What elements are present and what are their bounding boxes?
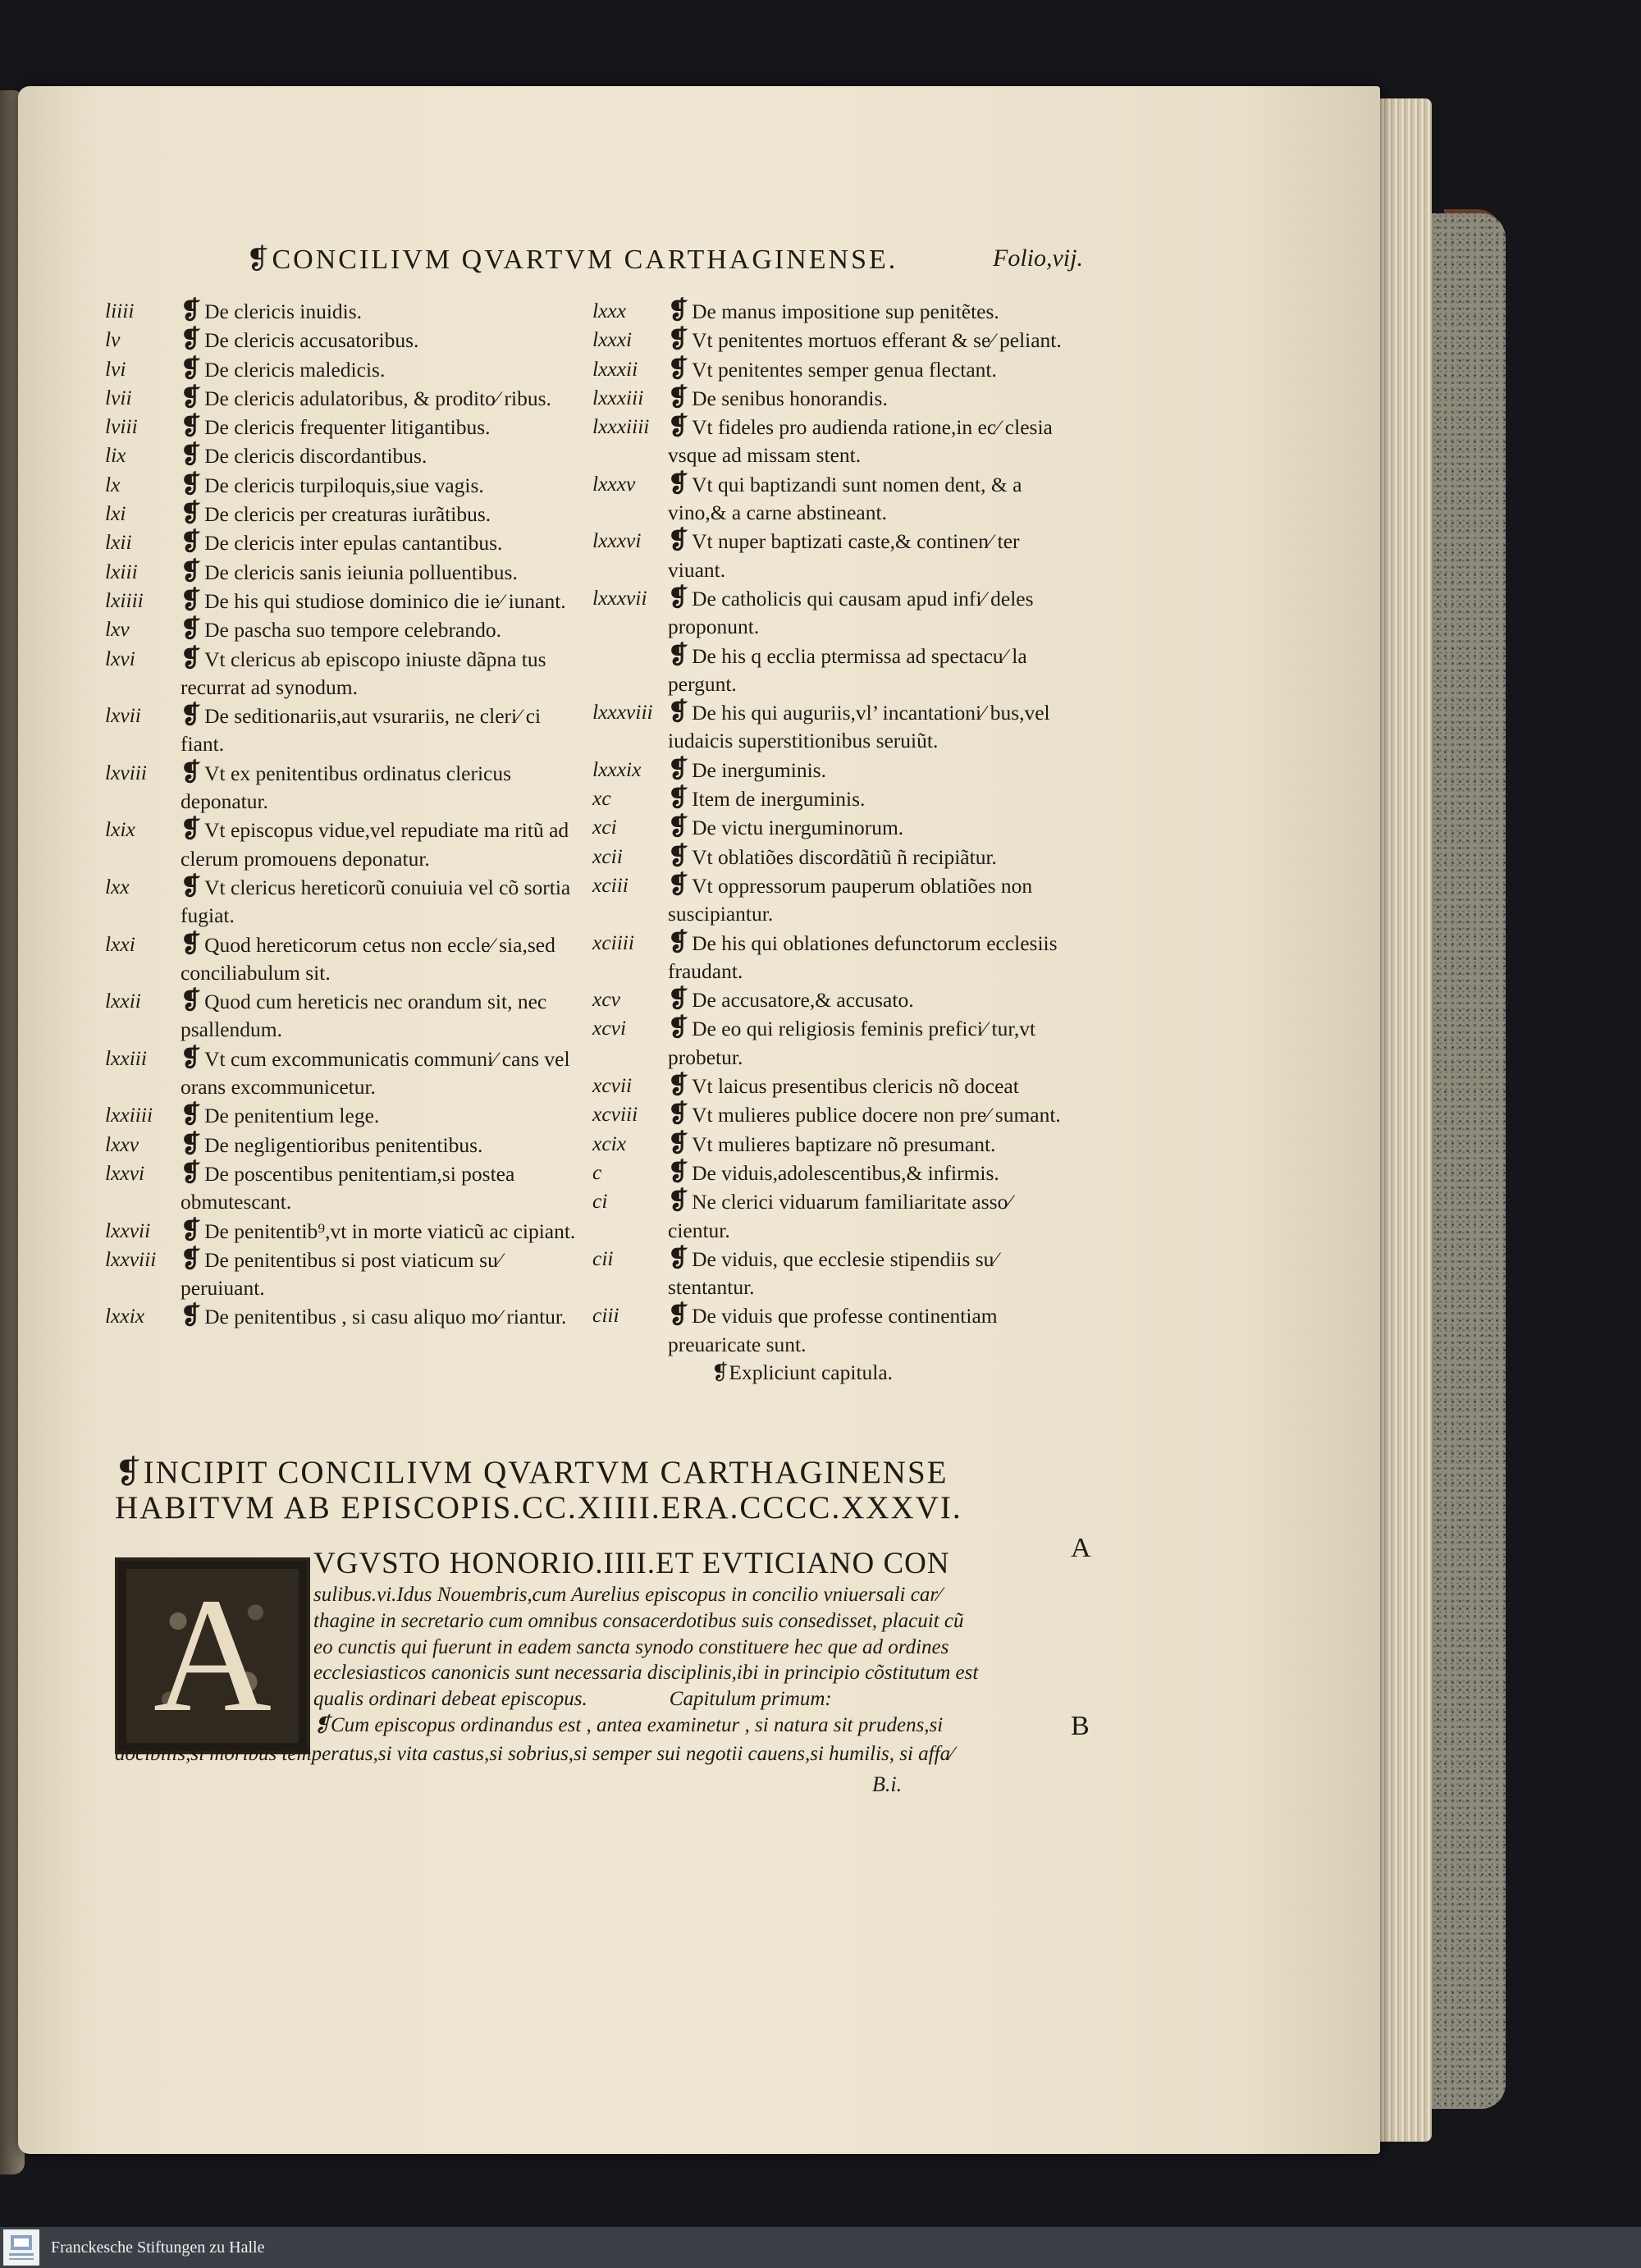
toc-entry <box>105 759 589 816</box>
chapter-title-wrap <box>668 1014 1076 1072</box>
chapter-title-wrap <box>181 1101 589 1130</box>
chapter-title-wrap <box>181 413 589 441</box>
pilcrow-mark: ❡ <box>181 1044 202 1072</box>
toc-entry <box>592 1100 1076 1129</box>
chapter-number: lxxviii <box>105 1246 157 1271</box>
pilcrow-mark: ❡ <box>181 441 202 469</box>
pilcrow-mark: ❡ <box>668 1301 689 1329</box>
pilcrow-mark: ❡ <box>668 755 689 783</box>
chapter-title-wrap <box>181 500 589 528</box>
pilcrow-mark: ❡ <box>668 1014 689 1042</box>
chapter-title: Vt nuper baptizati caste,& continen⁄ ter viuant. <box>668 529 1020 582</box>
chapter-title: De manus impositione sup penitẽtes. <box>692 300 999 323</box>
chapter-title-wrap <box>181 816 589 873</box>
chapter-number: lvi <box>105 356 126 381</box>
toc-entry <box>105 702 589 759</box>
chapter-title: Vt qui baptizandi sunt nomen dent, & a vino,& a carne abstineant. <box>668 472 1022 525</box>
chapter-number: lxxxvii <box>592 585 647 610</box>
chapter-number: lxxxix <box>592 757 642 781</box>
chapter-number: lxxiii <box>105 1045 147 1070</box>
toc-entry <box>105 615 589 644</box>
chapter-title: De eo qui religiosis feminis prefici⁄ tur,vt probetur. <box>668 1017 1036 1069</box>
chapter-number: lxvi <box>105 646 135 670</box>
chapter-title-wrap <box>181 1302 589 1331</box>
chapter-title-wrap <box>668 1187 1076 1245</box>
pilcrow-mark: ❡ <box>181 1302 202 1330</box>
toc-entry <box>592 527 1076 584</box>
chapter-number: lxxxvi <box>592 528 642 553</box>
incipit-line-2: HABITVM AB EPISCOPIS.CC.XIIII.ERA.CCCC.XXXVI. <box>115 1490 962 1525</box>
chapter-number: xcvii <box>592 1073 633 1098</box>
chapter-number: xci <box>592 815 617 839</box>
pilcrow-mark: ❡ <box>668 383 689 411</box>
pilcrow-mark: ❡ <box>181 500 202 528</box>
chapter-title-wrap <box>668 929 1076 986</box>
chapter-title-wrap <box>668 527 1076 584</box>
chapter-title: De poscentibus penitentiam,si postea obmutescant. <box>181 1161 515 1214</box>
chapter-title: Vt ex penitentibus ordinatus clericus deponatur. <box>181 761 512 814</box>
toc-entry <box>105 1217 589 1246</box>
chapter-number: lxii <box>105 530 132 555</box>
chapter-number: xcvi <box>592 1016 627 1040</box>
chapter-title: De clericis turpiloquis,siue vagis. <box>204 473 484 497</box>
toc-entry <box>105 326 589 354</box>
chapter-number: lxvii <box>105 703 141 728</box>
chapter-title: Vt oblatiões discordãtiũ ñ recipiãtur. <box>692 844 997 869</box>
chapter-title-wrap <box>668 584 1076 642</box>
decorated-initial <box>115 1557 310 1754</box>
pilcrow-mark: ❡ <box>181 1101 202 1129</box>
toc-entry <box>105 587 589 615</box>
pilcrow-mark: ❡ <box>181 586 202 614</box>
toc-entry <box>105 558 589 587</box>
chapter-number: lxxv <box>105 1132 139 1156</box>
body-line: ecclesiasticos canonicis sunt necessaria disciplinis,ibi in principio cõstitutum est <box>313 1662 979 1685</box>
chapter-number: lxxxiii <box>592 385 644 409</box>
chapter-title-wrap <box>668 813 1076 842</box>
pilcrow-mark: ❡ <box>181 297 202 324</box>
toc-entry <box>105 297 589 326</box>
chapter-number: lviii <box>105 414 138 439</box>
chapter-title-wrap <box>668 871 1076 929</box>
pilcrow-mark: ❡ <box>668 641 689 669</box>
running-head: ❡CONCILIVM QVARTVM CARTHAGINENSE. <box>246 245 898 275</box>
toc-entry <box>105 1101 589 1130</box>
chapter-title: De seditionariis,aut vsurariis, ne cleri⁄ ci fiant. <box>181 704 542 757</box>
chapter-title: Vt mulieres publice docere non pre⁄ sumant. <box>692 1103 1061 1127</box>
toc-entry <box>105 816 589 873</box>
chapter-title-wrap <box>181 326 589 354</box>
chapter-title: Vt laicus presentibus clericis nõ doceat <box>692 1074 1019 1099</box>
chapter-title: De clericis adulatoribus, & prodito⁄ ribus. <box>204 386 551 410</box>
pilcrow-mark: ❡ <box>668 698 689 726</box>
margin-letter-a: A <box>1071 1533 1091 1563</box>
chapter-title-wrap <box>668 784 1076 813</box>
chapter-number: lxiii <box>105 559 138 583</box>
pilcrow-mark: ❡ <box>181 1245 202 1273</box>
chapter-number: lix <box>105 443 126 468</box>
chapter-number: lxxxviii <box>592 700 653 725</box>
chapter-number: lxv <box>105 617 130 642</box>
footer-bar <box>0 2227 1641 2268</box>
chapter-title-wrap <box>668 1301 1076 1359</box>
chapter-title: De penitentium lege. <box>204 1104 380 1128</box>
toc-entry <box>105 441 589 470</box>
chapter-title: De clericis frequenter litigantibus. <box>204 415 491 440</box>
pilcrow-mark: ❡ <box>668 784 689 812</box>
chapter-number: lvii <box>105 385 132 409</box>
pilcrow-mark: ❡ <box>668 326 689 354</box>
chapter-number: xciiii <box>592 930 634 954</box>
pilcrow-mark: ❡ <box>668 469 689 497</box>
chapter-title-wrap <box>668 1130 1076 1159</box>
chapter-title-wrap <box>181 759 589 816</box>
chapter-title: De senibus honorandis. <box>692 386 888 410</box>
chapter-number: lx <box>105 472 121 496</box>
chapter-title: De inerguminis. <box>692 757 826 782</box>
chapter-title: Vt cum excommunicatis communi⁄ cans vel orans excommunicetur. <box>181 1046 570 1100</box>
chapter-title: De viduis que professe continentiam preuaricate sunt. <box>668 1304 998 1356</box>
toc-entry <box>592 1159 1076 1187</box>
toc-entry <box>592 470 1076 528</box>
toc-entry <box>105 528 589 557</box>
pilcrow-mark: ❡ <box>181 1159 202 1187</box>
toc-entry <box>105 1302 589 1331</box>
chapter-title-wrap <box>181 1159 589 1217</box>
toc-right-column <box>592 297 1076 1387</box>
toc-entry <box>592 297 1076 326</box>
toc-entry <box>592 1014 1076 1072</box>
toc-entry <box>105 645 589 702</box>
chapter-title: De clericis discordantibus. <box>204 444 427 469</box>
pilcrow-mark: ❡ <box>668 1158 689 1186</box>
chapter-title-wrap <box>181 528 589 557</box>
chapter-title: De penitentibus , si casu aliquo mo⁄ riantur. <box>204 1305 567 1329</box>
margin-letter-b: B <box>1071 1711 1090 1741</box>
chapter-title: De negligentioribus penitentibus. <box>204 1132 483 1157</box>
pilcrow-mark: ❡ <box>181 702 202 729</box>
pilcrow-mark: ❡ <box>668 297 689 324</box>
pilcrow-mark: ❡ <box>668 354 689 382</box>
chapter-title: Vt episcopus vidue,vel repudiate ma ritũ ad clerum promouens deponatur. <box>181 818 569 871</box>
chapter-title-wrap <box>668 1245 1076 1302</box>
chapter-title: Vt penitentes mortuos efferant & se⁄ peliant. <box>692 328 1062 353</box>
chapter-number: lxxii <box>105 989 141 1013</box>
chapter-number: xciii <box>592 872 629 897</box>
chapter-title: De clericis per creaturas iurãtibus. <box>204 502 491 527</box>
toc-entry <box>105 1045 589 1102</box>
pilcrow-mark: ❡ <box>668 583 689 611</box>
toc-entry <box>592 1072 1076 1100</box>
pilcrow-mark: ❡ <box>668 871 689 899</box>
pilcrow-mark: ❡ <box>668 1072 689 1100</box>
chapter-number: xcii <box>592 844 623 868</box>
chapter-number: lxxxii <box>592 356 638 381</box>
chapter-title: De his qui auguriis,vl’ incantationi⁄ bus,vel iudaicis superstitionibus seruiũt. <box>668 701 1050 753</box>
toc-entry <box>592 929 1076 986</box>
chapter-title-wrap <box>181 587 589 615</box>
chapter-title: De his q ecclia ptermissa ad spectacu⁄ la pergunt. <box>668 643 1027 696</box>
toc-left-column <box>105 297 589 1332</box>
chapter-number: lxxix <box>105 1304 145 1328</box>
toc-entry <box>105 471 589 500</box>
toc-entry <box>105 413 589 441</box>
chapter-title: Item de inerguminis. <box>692 787 866 812</box>
chapter-title-wrap <box>668 384 1076 413</box>
chapter-title-wrap <box>668 985 1076 1014</box>
incipit-heading <box>115 1455 1067 1525</box>
pilcrow-mark: ❡ <box>668 813 689 841</box>
toc-entry <box>592 1245 1076 1302</box>
toc-entry <box>592 843 1076 871</box>
footer-credit: Franckesche Stiftungen zu Halle <box>51 2238 265 2257</box>
chapter-title: De viduis,adolescentibus,& infirmis. <box>692 1160 999 1185</box>
pilcrow-mark: ❡ <box>181 557 202 585</box>
toc-entry <box>592 698 1076 756</box>
chapter-number: xcviii <box>592 1102 638 1127</box>
toc-entry <box>592 784 1076 813</box>
toc-entry <box>592 326 1076 354</box>
toc-entry <box>105 931 589 988</box>
chapter-title: Quod cum hereticis nec orandum sit, nec psallendum. <box>181 990 547 1042</box>
toc-entry <box>592 355 1076 384</box>
chapter-title-wrap <box>668 1100 1076 1129</box>
toc-entry <box>105 1246 589 1303</box>
chapter-number: lxxxv <box>592 471 636 496</box>
chapter-title: De his qui oblationes defunctorum ecclesiis fraudant. <box>668 931 1058 983</box>
pilcrow-mark: ❡ <box>668 842 689 870</box>
pilcrow-mark: ❡ <box>181 930 202 958</box>
chapter-title: De clericis maledicis. <box>204 357 386 382</box>
chapter-title: Vt oppressorum pauperum oblatiões non suscipiantur. <box>668 873 1033 926</box>
chapter-title: De his qui studiose dominico die ie⁄ iunant. <box>204 588 566 613</box>
toc-entry <box>592 985 1076 1014</box>
toc-entry <box>592 756 1076 784</box>
pilcrow-mark: ❡ <box>181 644 202 672</box>
chapter-title: Vt clericus hereticorũ conuiuia vel cõ sortia fugiat. <box>181 875 571 928</box>
toc-entry <box>105 355 589 384</box>
chapter-title: De viduis, que ecclesie stipendiis su⁄ stentantur. <box>668 1246 998 1300</box>
chapter-title-wrap <box>668 355 1076 384</box>
pilcrow-mark: ❡ <box>181 1130 202 1158</box>
chapter-number: lxxxi <box>592 327 633 352</box>
chapter-title-wrap <box>181 931 589 988</box>
toc-entry <box>105 873 589 931</box>
chapter-title-wrap <box>181 645 589 702</box>
chapter-title: De victu inerguminorum. <box>692 816 904 840</box>
chapter-number: lxxx <box>592 299 627 322</box>
chapter-title-wrap <box>181 384 589 413</box>
pilcrow-mark: ❡ <box>181 528 202 556</box>
chapter-title: Vt penitentes semper genua flectant. <box>692 357 997 382</box>
chapter-title-wrap <box>181 471 589 500</box>
pilcrow-mark: ❡ <box>668 1187 689 1215</box>
chapter-title-wrap <box>181 297 589 326</box>
chapter-title-wrap <box>181 558 589 587</box>
chapter-title-wrap <box>668 642 1076 699</box>
explicit-line: ❡Expliciunt capitula. <box>711 1360 894 1384</box>
chapter-title-wrap <box>181 987 589 1045</box>
chapter-number: lxix <box>105 817 135 842</box>
pilcrow-mark: ❡ <box>181 354 202 382</box>
toc-entry <box>592 1130 1076 1159</box>
chapter-number: lxxi <box>105 931 135 956</box>
signature-mark: B.i. <box>872 1772 903 1796</box>
chapter-title: Ne clerici viduarum familiaritate asso⁄ cientur. <box>668 1190 1012 1242</box>
chapter-number: lxviii <box>105 760 147 784</box>
toc-entry <box>592 813 1076 842</box>
pilcrow-mark: ❡ <box>181 470 202 498</box>
chapter-title: Vt fideles pro audienda ratione,in ec⁄ clesia vsque ad missam stent. <box>668 415 1053 468</box>
chapter-number: lxx <box>105 874 130 899</box>
chapter-title-wrap <box>668 297 1076 326</box>
chapter-title-wrap <box>181 873 589 931</box>
toc-entry <box>105 1131 589 1159</box>
chapter-title-wrap <box>181 702 589 759</box>
pilcrow-mark: ❡ <box>668 1129 689 1157</box>
toc-entry <box>105 987 589 1045</box>
pilcrow-mark: ❡ <box>181 326 202 354</box>
chapter-title-wrap <box>668 1159 1076 1187</box>
chapter-title: De penitentib⁹,vt in morte viaticũ ac cipiant. <box>204 1219 576 1243</box>
chapter-title: De penitentibus si post viaticum su⁄ peruiuant. <box>181 1247 502 1301</box>
chapter-number: lv <box>105 327 121 352</box>
chapter-title-wrap <box>181 441 589 470</box>
chapter-number: lxiiii <box>105 588 144 612</box>
chapter-title-wrap <box>181 355 589 384</box>
toc-entry <box>592 413 1076 470</box>
chapter-number: lxxiiii <box>105 1103 153 1127</box>
pilcrow-mark: ❡ <box>668 1244 689 1272</box>
chapter-title: Quod hereticorum cetus non eccle⁄ sia,sed conciliabulum sit. <box>181 932 555 985</box>
chapter-title-wrap <box>181 1131 589 1159</box>
chapter-title: De clericis sanis ieiunia polluentibus. <box>204 560 518 584</box>
chapter-number: lxxxiiii <box>592 414 650 439</box>
toc-entry <box>592 584 1076 642</box>
institution-logo <box>3 2229 39 2266</box>
chapter-number: c <box>592 1159 602 1184</box>
toc-entry <box>592 1301 1076 1359</box>
body-line: thagine in secretario cum omnibus consacerdotibus suis consedisset, placuit cũ <box>313 1609 964 1632</box>
chapter-number: xc <box>592 786 611 811</box>
pilcrow-mark: ❡ <box>181 816 202 844</box>
initial-ornament <box>126 1565 299 1746</box>
chapter-title: Vt mulieres baptizare nõ presumant. <box>692 1132 996 1156</box>
chapter-title: Vt clericus ab episcopo iniuste dãpna tus recurrat ad synodum. <box>181 647 546 699</box>
chapter-title: De pascha suo tempore celebrando. <box>204 618 501 642</box>
pilcrow-mark: ❡ <box>181 987 202 1015</box>
incipit-line-1: ❡INCIPIT CONCILIVM QVARTVM CARTHAGINENSE <box>115 1455 948 1490</box>
pilcrow-mark: ❡ <box>181 383 202 411</box>
pilcrow-mark: ❡ <box>668 413 689 441</box>
toc-entry <box>105 384 589 413</box>
chapter-title-wrap <box>181 1217 589 1246</box>
body-line: eo cunctis qui fuerunt in eadem sancta synodo constituere hec que ad ordines <box>313 1635 949 1658</box>
toc-entry <box>592 642 1076 699</box>
chapter-title: De catholicis qui causam apud infi⁄ deles proponunt. <box>668 586 1034 639</box>
chapter-title-wrap <box>668 698 1076 756</box>
chapter-title: De clericis inuidis. <box>204 300 363 323</box>
pilcrow-mark: ❡ <box>668 985 689 1013</box>
toc-entry <box>105 500 589 528</box>
chapter-title: De clericis accusatoribus. <box>204 328 419 353</box>
pilcrow-mark: ❡ <box>668 1100 689 1128</box>
pilcrow-mark: ❡ <box>181 758 202 786</box>
chapter-title-wrap <box>668 413 1076 470</box>
chapter-title-wrap <box>668 843 1076 871</box>
chapter-number: xcv <box>592 987 620 1012</box>
toc-entry <box>592 871 1076 929</box>
body-line: ❡Cum episcopus ordinandus est , antea examinetur , si natura sit prudens,si <box>313 1713 944 1736</box>
pilcrow-mark: ❡ <box>181 413 202 441</box>
pilcrow-mark: ❡ <box>181 615 202 643</box>
pilcrow-mark: ❡ <box>668 928 689 956</box>
pilcrow-mark: ❡ <box>181 872 202 900</box>
folio-number: Folio,vij. <box>993 245 1083 272</box>
book-cover-edge <box>1432 213 1506 2109</box>
chapter-number: ciii <box>592 1303 619 1328</box>
chapter-title: De accusatore,& accusato. <box>692 988 914 1013</box>
body-text <box>313 1582 1048 1739</box>
body-first-line: VGVSTO HONORIO.IIII.ET EVTICIANO CON <box>313 1547 950 1580</box>
chapter-title-wrap <box>668 326 1076 354</box>
toc-entry <box>592 1187 1076 1245</box>
chapter-title-wrap <box>668 1072 1076 1100</box>
pilcrow-mark: ❡ <box>181 1216 202 1244</box>
chapter-title-wrap <box>181 1045 589 1102</box>
chapter-number: liiii <box>105 299 135 322</box>
chapter-title-wrap <box>668 470 1076 528</box>
pilcrow-mark: ❡ <box>668 527 689 555</box>
body-continuation: docibilis,si moribus temperatus,si vita castus,si sobrius,si semper sui negotii cauens,si humilis, si affa⁄ <box>115 1743 954 1765</box>
chapter-number: lxi <box>105 501 126 526</box>
chapter-number: cii <box>592 1246 614 1270</box>
body-line: qualis ordinari debeat episcopus. Capitulum primum: <box>313 1688 832 1711</box>
chapter-number <box>592 642 668 699</box>
chapter-number: ci <box>592 1189 608 1214</box>
chapter-number: lxxvi <box>105 1160 145 1185</box>
toc-entry <box>592 384 1076 413</box>
body-line: sulibus.vi.Idus Nouembris,cum Aurelius episcopus in concilio vniuersali car⁄ <box>313 1584 942 1606</box>
chapter-number: xcix <box>592 1131 627 1155</box>
chapter-title-wrap <box>668 756 1076 784</box>
chapter-title: De clericis inter epulas cantantibus. <box>204 531 503 556</box>
toc-entry <box>105 1159 589 1217</box>
chapter-title-wrap <box>181 1246 589 1303</box>
chapter-title-wrap <box>181 615 589 644</box>
chapter-number: lxxvii <box>105 1218 151 1242</box>
initial-letter: A <box>153 1565 272 1746</box>
